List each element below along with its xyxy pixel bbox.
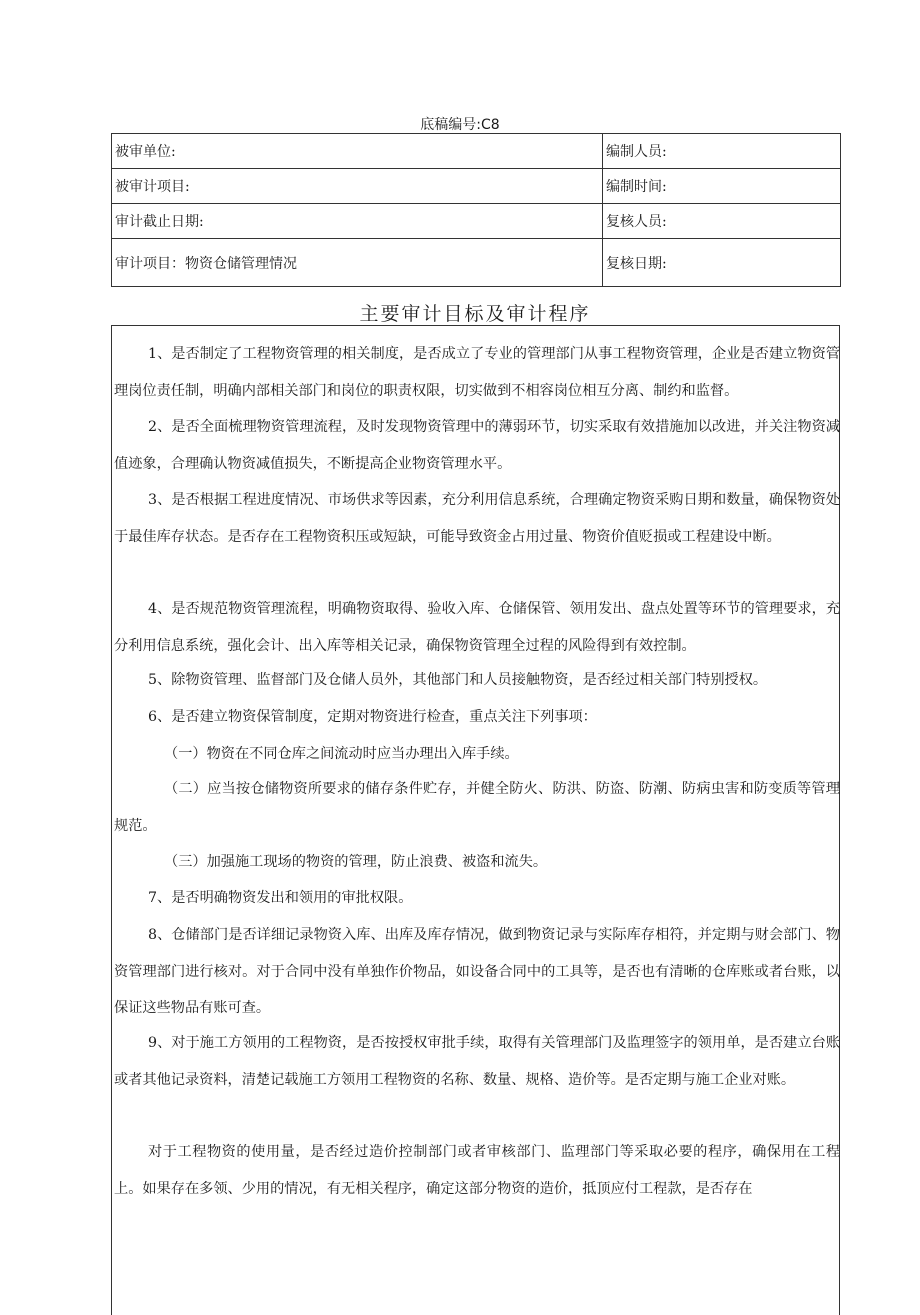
document-code-label: 底稿编号:C8 [420, 117, 500, 133]
reviewer-cell: 复核人员: [603, 204, 841, 239]
section-heading: 主要审计目标及审计程序 [359, 303, 591, 325]
paragraph-5: 5、除物资管理、监督部门及仓储人员外，其他部门和人员接触物资，是否经过相关部门特别授权。 [148, 672, 768, 688]
paragraph-1: 1、是否制定了工程物资管理的相关制度，是否成立了专业的管理部门从事工程物资管理，企业是否建立物资管理岗位责任制，明确内部相关部门和岗位的职责权限，切实做到不相容岗位相互分离、制约和监督。 [114, 346, 840, 399]
sub-item-1: （一）物资在不同仓库之间流动时应当办理出入库手续。 [164, 746, 519, 762]
table-row [112, 239, 841, 287]
sub-item-2: （二）应当按仓储物资所要求的储存条件贮存，并健全防火、防洪、防盗、防潮、防病虫害和防变质等管理规范。 [114, 781, 840, 834]
audit-item-cell: 审计项目：物资仓储管理情况 [112, 239, 603, 287]
cutoff-date-cell: 审计截止日期: [112, 204, 603, 239]
paragraph-4: 4、是否规范物资管理流程，明确物资取得、验收入库、仓储保管、领用发出、盘点处置等环节的管理要求，充分利用信息系统，强化会计、出入库等相关记录，确保物资管理全过程的风险得到有效控制。 [114, 601, 840, 654]
paragraph-2: 2、是否全面梳理物资管理流程，及时发现物资管理中的薄弱环节，切实采取有效措施加以改进，并关注物资减值迹象，合理确认物资减值损失，不断提高企业物资管理水平。 [114, 419, 840, 472]
paragraph-10: 对于工程物资的使用量，是否经过造价控制部门或者审核部门、监理部门等采取必要的程序，确保用在工程上。如果存在多领、少用的情况，有无相关程序，确定这部分物资的造价，抵顶应付工程款，是否存在 [114, 1144, 840, 1197]
paragraph-8: 8、仓储部门是否详细记录物资入库、出库及库存情况，做到物资记录与实际库存相符，并定期与财会部门、物资管理部门进行核对。对于合同中没有单独作价物品，如设备合同中的工具等，是否也有清晰的仓库账或者台账，以保证这些物品有账可查。 [114, 927, 840, 1016]
preparer-cell: 编制人员: [603, 134, 841, 169]
paragraph-7: 7、是否明确物资发出和领用的审批权限。 [148, 890, 413, 906]
prepared-time-cell: 编制时间: [603, 169, 841, 204]
audited-project-cell: 被审计项目: [112, 169, 603, 204]
table-row [112, 134, 841, 169]
review-date-cell: 复核日期: [603, 239, 841, 287]
paragraph-9: 9、对于施工方领用的工程物资，是否按授权审批手续，取得有关管理部门及监理签字的领用单，是否建立台账或者其他记录资料，清楚记载施工方领用工程物资的名称、数量、规格、造价等。是否定期与施工企业对账。 [114, 1035, 840, 1088]
paragraph-3: 3、是否根据工程进度情况、市场供求等因素，充分利用信息系统，合理确定物资采购日期和数量，确保物资处于最佳库存状态。是否存在工程物资积压或短缺，可能导致资金占用过量、物资价值贬损或工程建设中断。 [114, 492, 840, 545]
table-row [112, 204, 841, 239]
table-row [112, 169, 841, 204]
sub-item-3: （三）加强施工现场的物资的管理，防止浪费、被盗和流失。 [164, 854, 548, 870]
audited-unit-cell: 被审单位: [112, 134, 603, 169]
paragraph-6: 6、是否建立物资保管制度，定期对物资进行检查，重点关注下列事项： [148, 709, 597, 725]
audit-info-table [111, 133, 841, 287]
